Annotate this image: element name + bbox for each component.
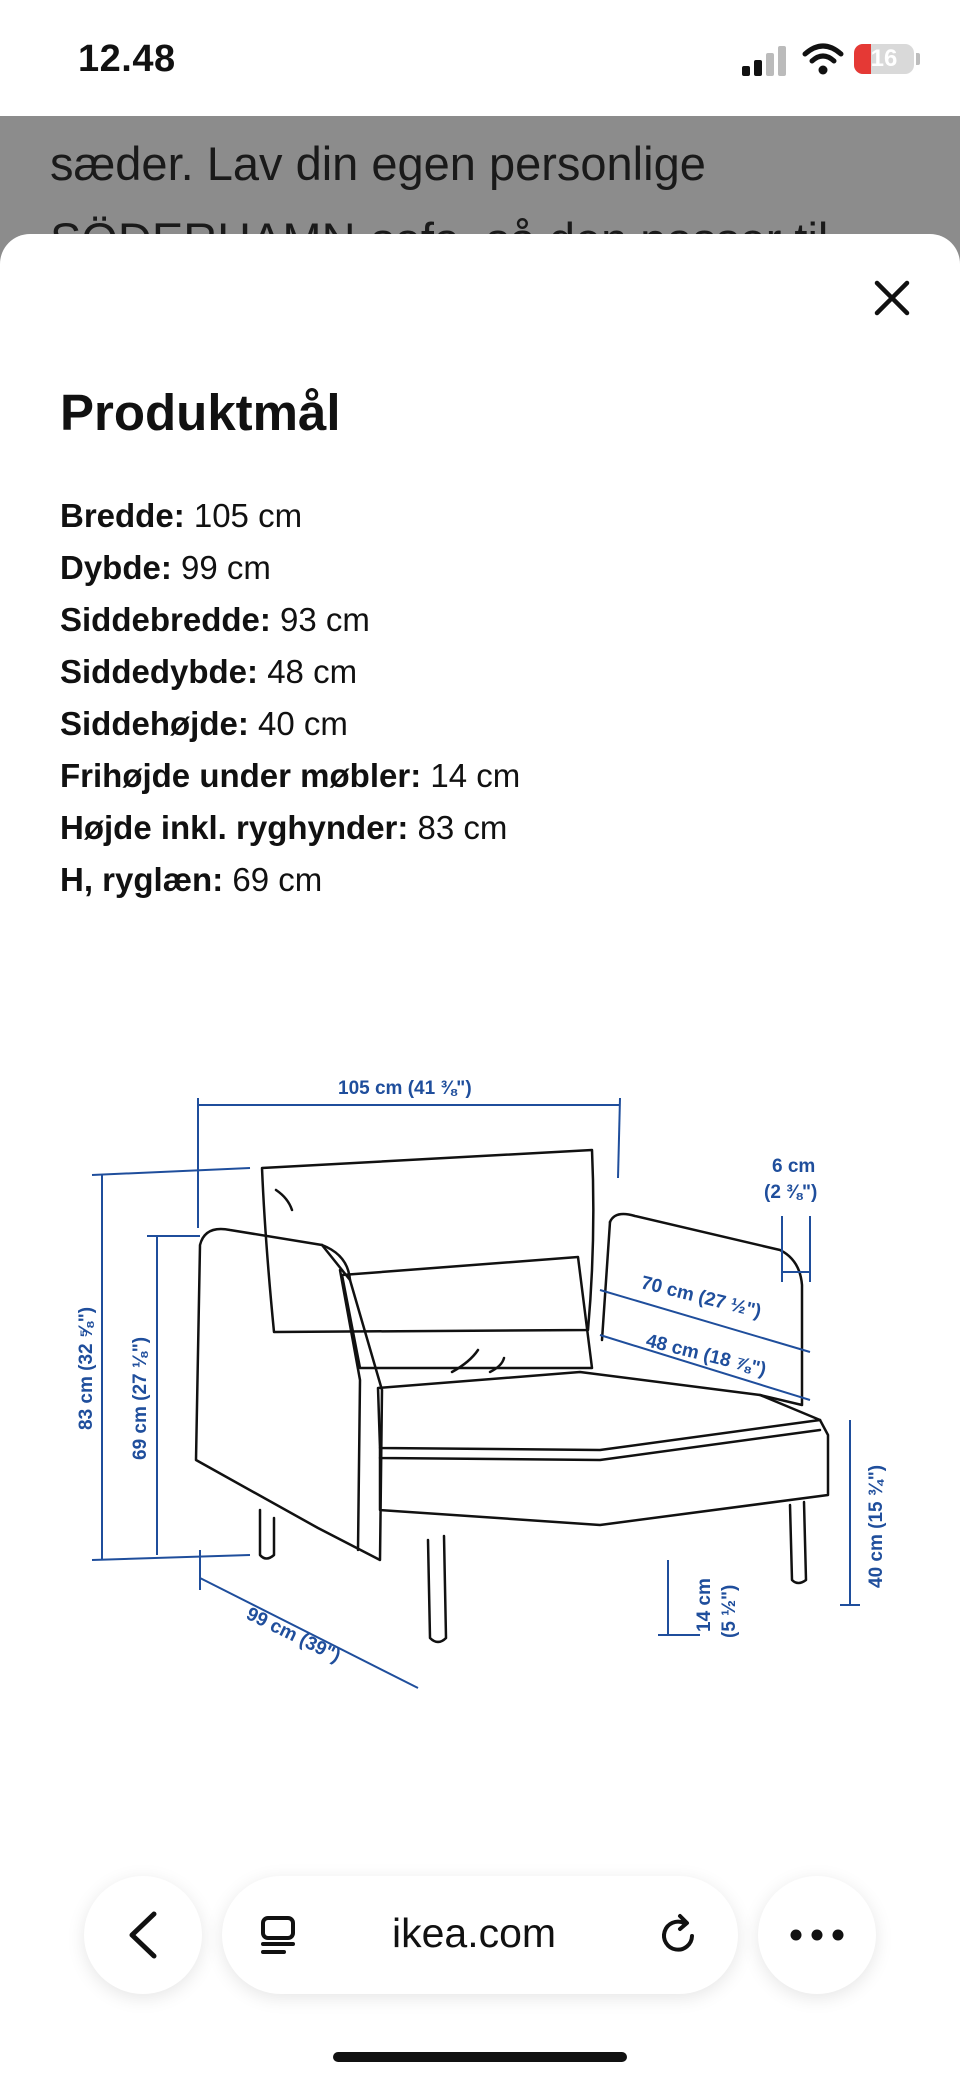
arm-width-in-label: (2 ⅜") [764, 1182, 818, 1203]
reload-icon[interactable] [654, 1910, 704, 1960]
dimension-label: Bredde: [60, 497, 185, 534]
wifi-icon [802, 42, 844, 76]
dimension-label: Siddebredde: [60, 601, 271, 638]
chevron-left-icon [84, 1876, 202, 1994]
dimension-item [60, 750, 520, 802]
battery-cap [916, 53, 920, 65]
dimension-item [60, 698, 520, 750]
dimension-label: Dybde: [60, 549, 172, 586]
dimension-item [60, 854, 520, 906]
more-horizontal-icon [758, 1876, 876, 1994]
clearance-in-label: (5 ½") [719, 1584, 740, 1638]
dimension-value: 48 cm [258, 653, 358, 690]
status-bar [0, 0, 960, 116]
back-height-label: 69 cm (27 ⅛") [130, 1336, 151, 1460]
cellular-signal-icon [742, 46, 788, 76]
armchair-dimension-diagram [60, 1050, 920, 1710]
background-text-line: sæder. Lav din egen personlige [50, 137, 706, 190]
dimension-label: Siddedybde: [60, 653, 259, 690]
dimension-value: 69 cm [223, 861, 323, 898]
arm-width-cm-label: 6 cm [772, 1156, 816, 1177]
dimension-value: 93 cm [270, 601, 370, 638]
dimensions-list [60, 490, 520, 906]
width-label: 105 cm (41 ⅜") [338, 1078, 472, 1099]
dimension-item [60, 594, 520, 646]
dimension-item [60, 542, 520, 594]
dimension-value: 14 cm [421, 757, 521, 794]
dimension-label: Frihøjde under møbler: [60, 757, 422, 794]
armchair-illustration [196, 1150, 828, 1642]
home-indicator [333, 2052, 627, 2062]
battery-icon [854, 44, 914, 74]
battery-level: 16 [870, 45, 898, 72]
depth-label: 99 cm (39") [242, 1603, 344, 1668]
dimension-value: 105 cm [184, 497, 303, 534]
close-icon[interactable] [864, 270, 920, 326]
dimension-value: 83 cm [408, 809, 508, 846]
seat-width-label: 70 cm (27 ½") [638, 1272, 764, 1323]
dimension-item [60, 802, 520, 854]
seat-depth-label: 48 cm (18 ⅞") [643, 1330, 769, 1381]
more-button[interactable] [758, 1876, 876, 1994]
clearance-cm-label: 14 cm [694, 1578, 715, 1632]
dimension-label: H, ryglæn: [60, 861, 224, 898]
status-time: 12.48 [78, 38, 176, 80]
dimension-label: Siddehøjde: [60, 705, 249, 742]
back-button[interactable] [84, 1876, 202, 1994]
dimension-label: Højde inkl. ryghynder: [60, 809, 409, 846]
dimension-value: 99 cm [171, 549, 271, 586]
dimension-item [60, 490, 520, 542]
seat-height-label: 40 cm (15 ¾") [866, 1464, 887, 1588]
sheet-title: Produktmål [60, 384, 341, 441]
total-height-label: 83 cm (32 ⅝") [76, 1306, 97, 1430]
tab-overview-icon[interactable] [254, 1910, 304, 1960]
address-bar[interactable] [222, 1876, 738, 1994]
dimension-item [60, 646, 520, 698]
url-text: ikea.com [392, 1910, 557, 1956]
dimension-value: 40 cm [248, 705, 348, 742]
